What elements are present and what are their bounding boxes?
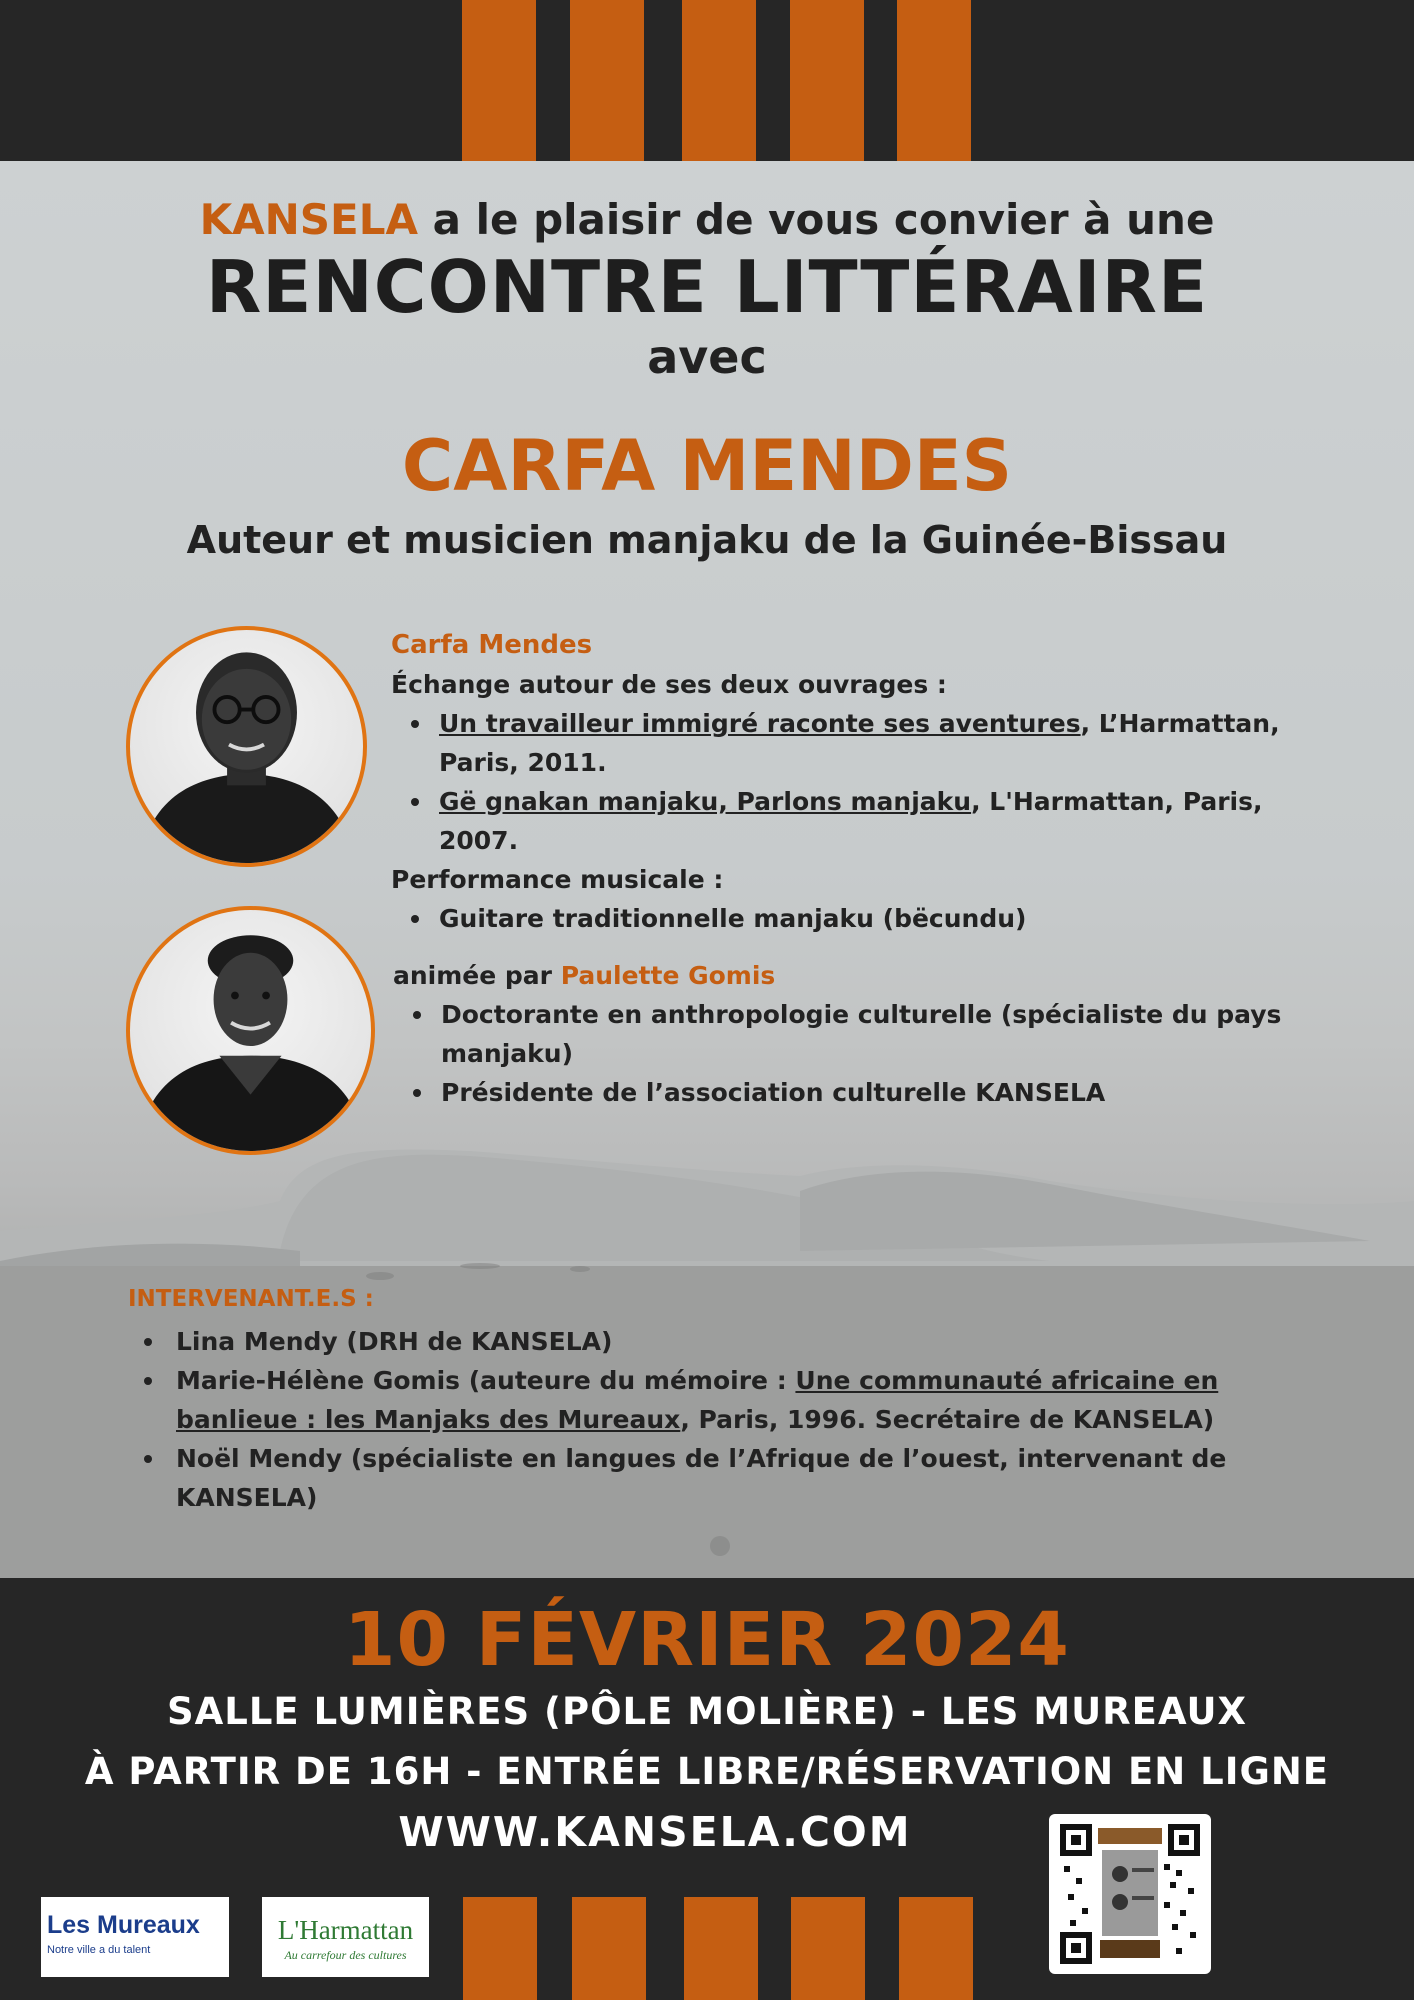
speaker-name: Carfa Mendes	[391, 630, 593, 660]
host-block	[393, 956, 1313, 1112]
event-time: À PARTIR DE 16H - ENTRÉE LIBRE/RÉSERVATION EN LIGNE	[84, 1750, 1330, 1793]
bottom-stripe	[684, 1897, 758, 2000]
host-item: Doctorante en anthropologie culturelle (spécialiste du pays manjaku)	[393, 995, 1313, 1073]
harmattan-logo-tagline: Au carrefour des cultures	[284, 1948, 407, 1962]
top-stripe	[790, 0, 864, 161]
author-subtitle: Auteur et musicien manjaku de la Guinée-Bissau	[186, 518, 1228, 562]
host-photo	[126, 906, 375, 1155]
event-venue: SALLE LUMIÈRES (PÔLE MOLIÈRE) - LES MUREAUX	[166, 1690, 1248, 1733]
intervenants-block	[128, 1322, 1258, 1517]
harmattan-logo	[262, 1897, 429, 1977]
host-prefix: animée par	[393, 961, 561, 990]
performance-label: Performance musicale :	[391, 865, 724, 894]
book-item	[391, 704, 1341, 782]
bottom-stripe	[791, 1897, 865, 2000]
intro-line	[0, 195, 1414, 244]
host-item: Présidente de l’association culturelle KANSELA	[393, 1073, 1313, 1112]
book-title: Un travailleur immigré raconte ses aventures	[439, 709, 1081, 738]
org-name: KANSELA	[199, 195, 418, 244]
event-title: RENCONTRE LITTÉRAIRE	[205, 245, 1209, 329]
intervenant-text: Marie-Hélène Gomis (auteure du mémoire :	[176, 1366, 796, 1395]
les-mureaux-logo	[41, 1897, 229, 1977]
book-list	[391, 704, 1341, 860]
top-stripe	[897, 0, 971, 161]
website-link[interactable]: WWW.KANSELA.COM	[398, 1808, 912, 1856]
speaker-photo	[126, 626, 367, 867]
exchange-label: Échange autour de ses deux ouvrages :	[391, 670, 947, 699]
top-stripe	[570, 0, 644, 161]
host-list	[393, 995, 1313, 1112]
performance-item: Guitare traditionnelle manjaku (bëcundu)	[391, 899, 1341, 938]
speaker-block	[391, 626, 1341, 938]
book-details: , L'Harmattan, Paris, 2007.	[439, 787, 1263, 855]
mureaux-logo-name: Les Mureaux	[47, 1911, 200, 1939]
intervenants-title: INTERVENANT.E.S :	[128, 1286, 374, 1312]
bottom-stripe	[463, 1897, 537, 2000]
bottom-stripe	[572, 1897, 646, 2000]
book-details: , L’Harmattan, Paris, 2011.	[439, 709, 1280, 777]
harmattan-logo-name: L'Harmattan	[277, 1915, 414, 1945]
book-item	[391, 782, 1341, 860]
mureaux-logo-tagline: Notre ville a du talent	[47, 1944, 151, 1956]
host-name: Paulette Gomis	[560, 961, 776, 990]
author-name: CARFA MENDES	[401, 425, 1013, 507]
intro-text: a le plaisir de vous convier à une	[417, 195, 1215, 244]
top-stripe	[682, 0, 756, 161]
performance-list	[391, 899, 1341, 938]
avec-text: avec	[647, 330, 767, 384]
qr-code[interactable]	[1049, 1814, 1211, 1974]
top-band	[0, 0, 1414, 161]
memoir-title: Une communauté africaine en banlieue : les Manjaks des Mureaux	[176, 1366, 1219, 1434]
intervenant-item: Lina Mendy (DRH de KANSELA)	[128, 1322, 1258, 1361]
book-title: Gë gnakan manjaku, Parlons manjaku	[439, 787, 972, 816]
event-date: 10 FÉVRIER 2024	[344, 1597, 1070, 1683]
bottom-stripe	[899, 1897, 973, 2000]
intervenant-item: Noël Mendy (spécialiste en langues de l’Afrique de l’ouest, intervenant de KANSELA)	[128, 1439, 1258, 1517]
intervenant-item	[128, 1361, 1258, 1439]
host-line	[393, 956, 1313, 995]
intervenants-list	[128, 1322, 1258, 1517]
intervenant-text: , Paris, 1996. Secrétaire de KANSELA)	[680, 1405, 1215, 1434]
qr-code-icon	[1059, 1824, 1201, 1964]
top-stripe	[462, 0, 536, 161]
